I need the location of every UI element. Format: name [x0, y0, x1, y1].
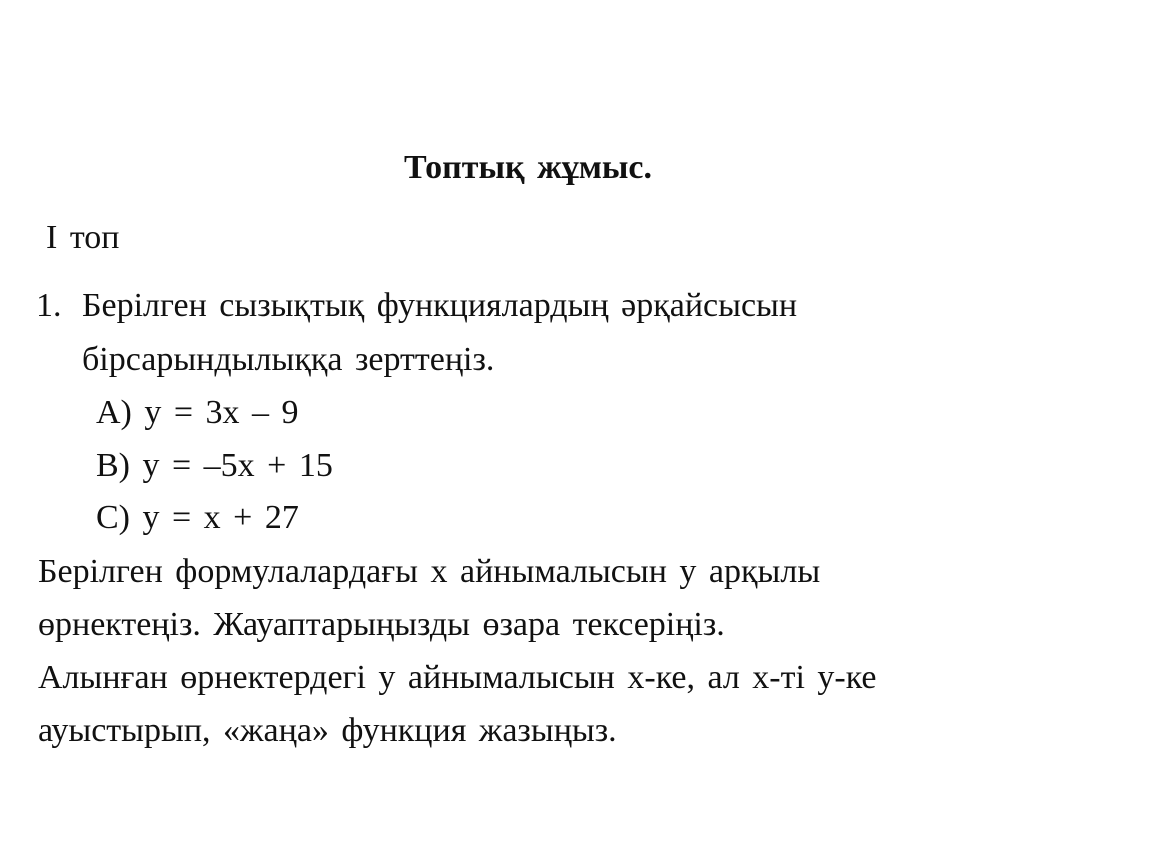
function-item-b: В) у = –5х + 15 [96, 447, 333, 484]
task-text-line-1: Берілген сызықтық функциялардың әрқайсысын [82, 287, 798, 324]
page-title: Топтық жұмыс. [404, 149, 653, 186]
paragraph-line-2: өрнектеңіз. Жауаптарыңызды өзара тексеріңіз. [38, 606, 725, 643]
paragraph-line-1: Берілген формулалардағы х айнымалысын у арқылы [38, 553, 821, 590]
task-text-line-2: бірсарындылыққа зерттеңіз. [82, 341, 495, 378]
function-item-a: А) у = 3х – 9 [96, 394, 299, 431]
function-item-c: С) у = х + 27 [96, 499, 299, 536]
task-number: 1. [36, 287, 62, 324]
paragraph-line-4: ауыстырып, «жаңа» функция жазыңыз. [38, 712, 617, 749]
paragraph-line-3: Алынған өрнектердегі у айнымалысын х-ке, ал х-ті у-ке [38, 659, 877, 696]
group-label: І топ [46, 219, 120, 256]
